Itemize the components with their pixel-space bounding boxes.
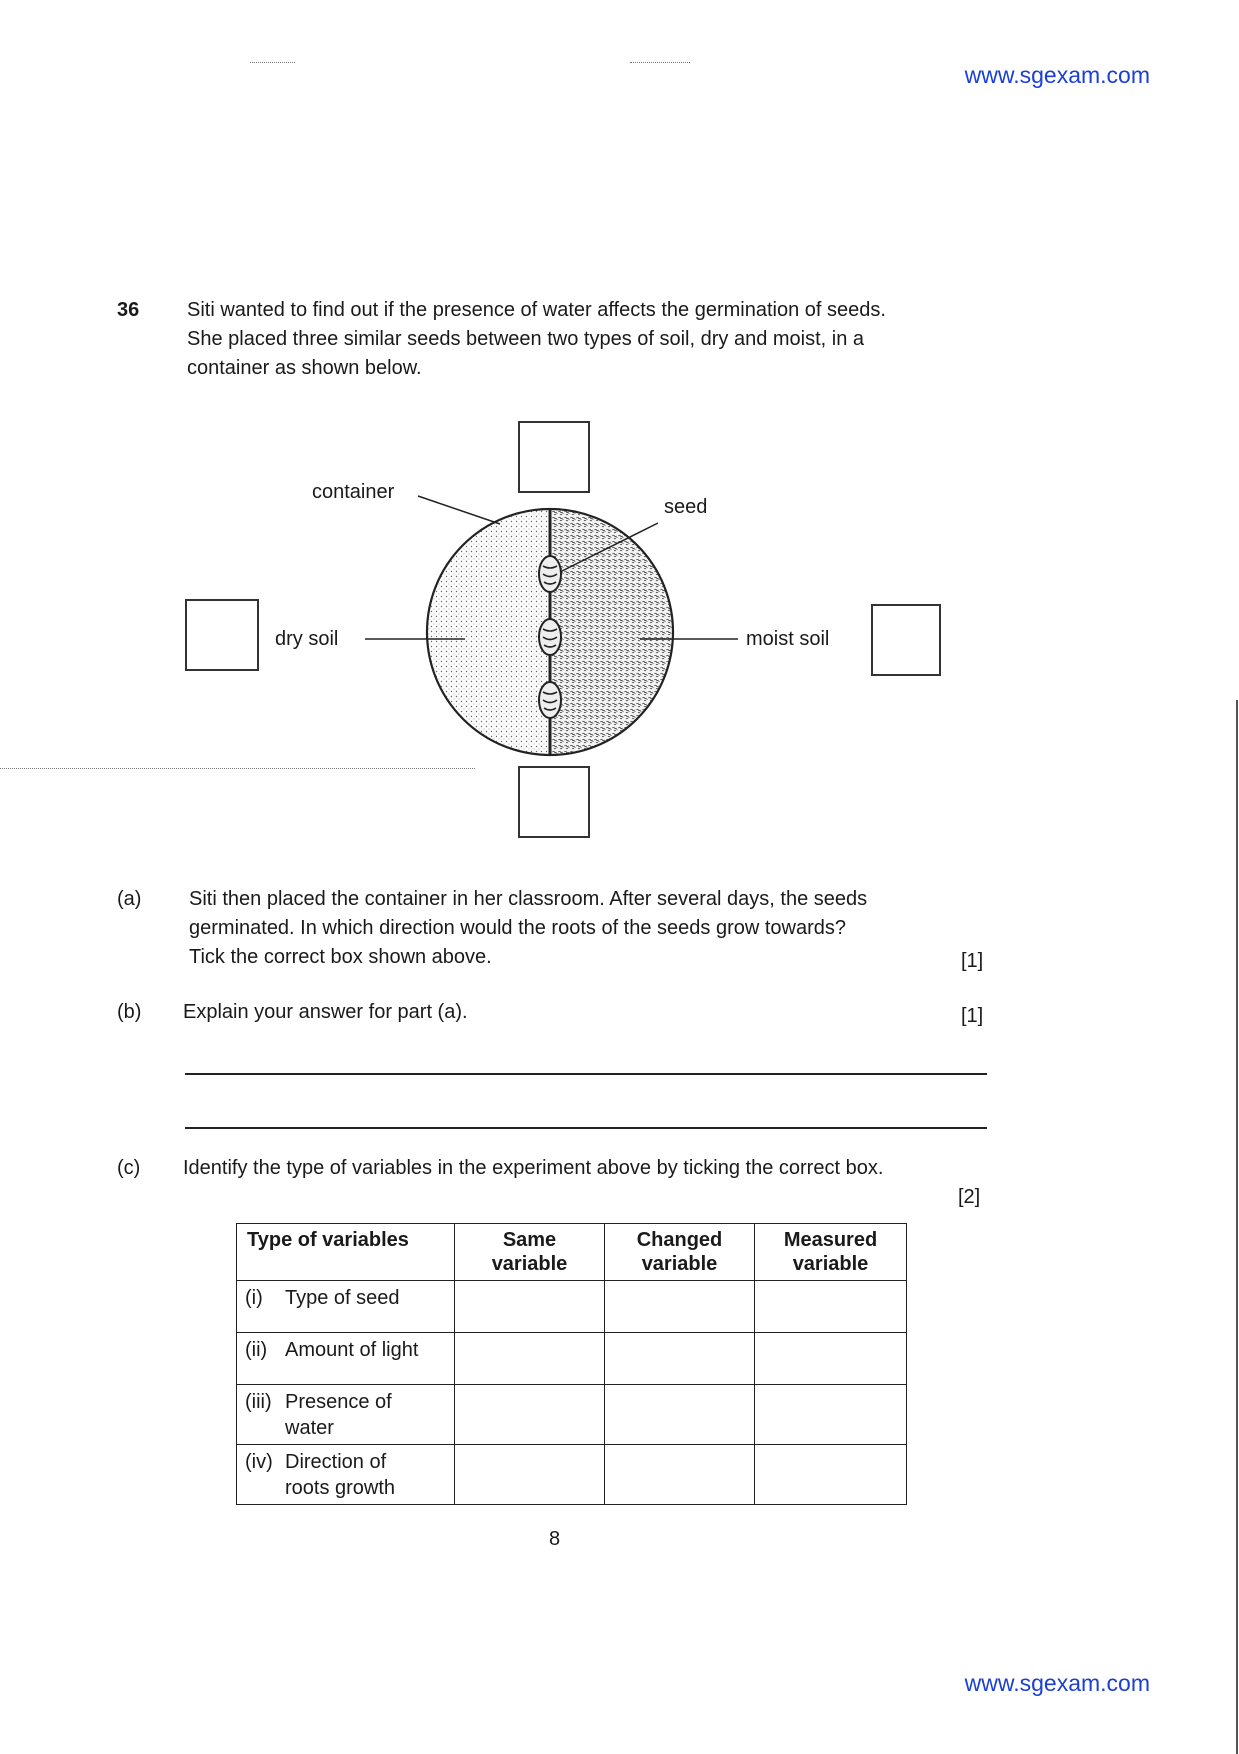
scan-speck <box>250 62 295 63</box>
header-site-link[interactable]: www.sgexam.com <box>964 62 1150 88</box>
tick-box-up[interactable] <box>518 421 590 493</box>
container-leader-line <box>418 496 500 524</box>
tick-cell-changed[interactable] <box>605 1445 755 1505</box>
part-a-text <box>189 885 969 972</box>
variables-table <box>236 1223 907 1505</box>
part-a-label: (a) <box>117 888 142 910</box>
scan-edge <box>1236 700 1238 1754</box>
part-b-marks: [1] <box>961 1005 984 1027</box>
tick-box-left[interactable] <box>185 599 259 671</box>
intro-line: container as shown below. <box>187 357 422 379</box>
question-number: 36 <box>117 299 140 321</box>
page-number: 8 <box>549 1528 561 1550</box>
header-type-of-variables: Type of variables <box>237 1224 455 1281</box>
tick-box-down[interactable] <box>518 766 590 838</box>
footer-site-link[interactable]: www.sgexam.com <box>964 1670 1150 1696</box>
header-measured-variable: Measured variable <box>755 1224 907 1281</box>
tick-cell-same[interactable] <box>455 1281 605 1333</box>
part-a-line: Tick the correct box shown above. <box>189 946 492 968</box>
intro-line: She placed three similar seeds between two types of soil, dry and moist, in a <box>187 328 865 350</box>
seed-top <box>539 556 561 592</box>
part-a-line: Siti then placed the container in her classroom. After several days, the seeds <box>189 888 868 910</box>
part-a-marks: [1] <box>961 950 984 972</box>
scan-speck <box>630 62 690 63</box>
row-label: (ii) Amount of light <box>237 1333 455 1385</box>
table-row <box>237 1445 907 1505</box>
table-row <box>237 1333 907 1385</box>
row-label: (iv) Direction of roots growth <box>237 1445 455 1505</box>
tick-cell-changed[interactable] <box>605 1385 755 1445</box>
tick-cell-measured[interactable] <box>755 1281 907 1333</box>
part-b-label: (b) <box>117 1001 142 1023</box>
tick-cell-same[interactable] <box>455 1445 605 1505</box>
intro-line: Siti wanted to find out if the presence of water affects the germination of seeds. <box>187 299 886 321</box>
dry-soil-label: dry soil <box>275 628 339 650</box>
part-a-line: germinated. In which direction would the roots of the seeds grow towards? <box>189 917 847 939</box>
table-header-row <box>237 1224 907 1281</box>
tick-cell-changed[interactable] <box>605 1333 755 1385</box>
part-c-text: Identify the type of variables in the experiment above by ticking the correct box. <box>183 1157 884 1179</box>
tick-cell-measured[interactable] <box>755 1445 907 1505</box>
part-c-marks: [2] <box>958 1186 981 1208</box>
part-c-label: (c) <box>117 1157 141 1179</box>
row-label: (i) Type of seed <box>237 1281 455 1333</box>
answer-line[interactable] <box>185 1127 987 1129</box>
answer-line[interactable] <box>185 1073 987 1075</box>
scan-artifact-line <box>0 768 475 769</box>
container-label: container <box>312 481 395 503</box>
part-b-text: Explain your answer for part (a). <box>183 1001 468 1023</box>
seed-middle <box>539 619 561 655</box>
moist-soil-label: moist soil <box>746 628 830 650</box>
row-label: (iii) Presence of water <box>237 1385 455 1445</box>
table-row <box>237 1385 907 1445</box>
header-same-variable: Same variable <box>455 1224 605 1281</box>
question-intro <box>187 296 987 383</box>
tick-cell-changed[interactable] <box>605 1281 755 1333</box>
tick-cell-same[interactable] <box>455 1385 605 1445</box>
seed-label: seed <box>664 496 708 518</box>
tick-cell-measured[interactable] <box>755 1385 907 1445</box>
seed-bottom <box>539 682 561 718</box>
tick-cell-measured[interactable] <box>755 1333 907 1385</box>
tick-box-right[interactable] <box>871 604 941 676</box>
tick-cell-same[interactable] <box>455 1333 605 1385</box>
header-changed-variable: Changed variable <box>605 1224 755 1281</box>
table-row <box>237 1281 907 1333</box>
